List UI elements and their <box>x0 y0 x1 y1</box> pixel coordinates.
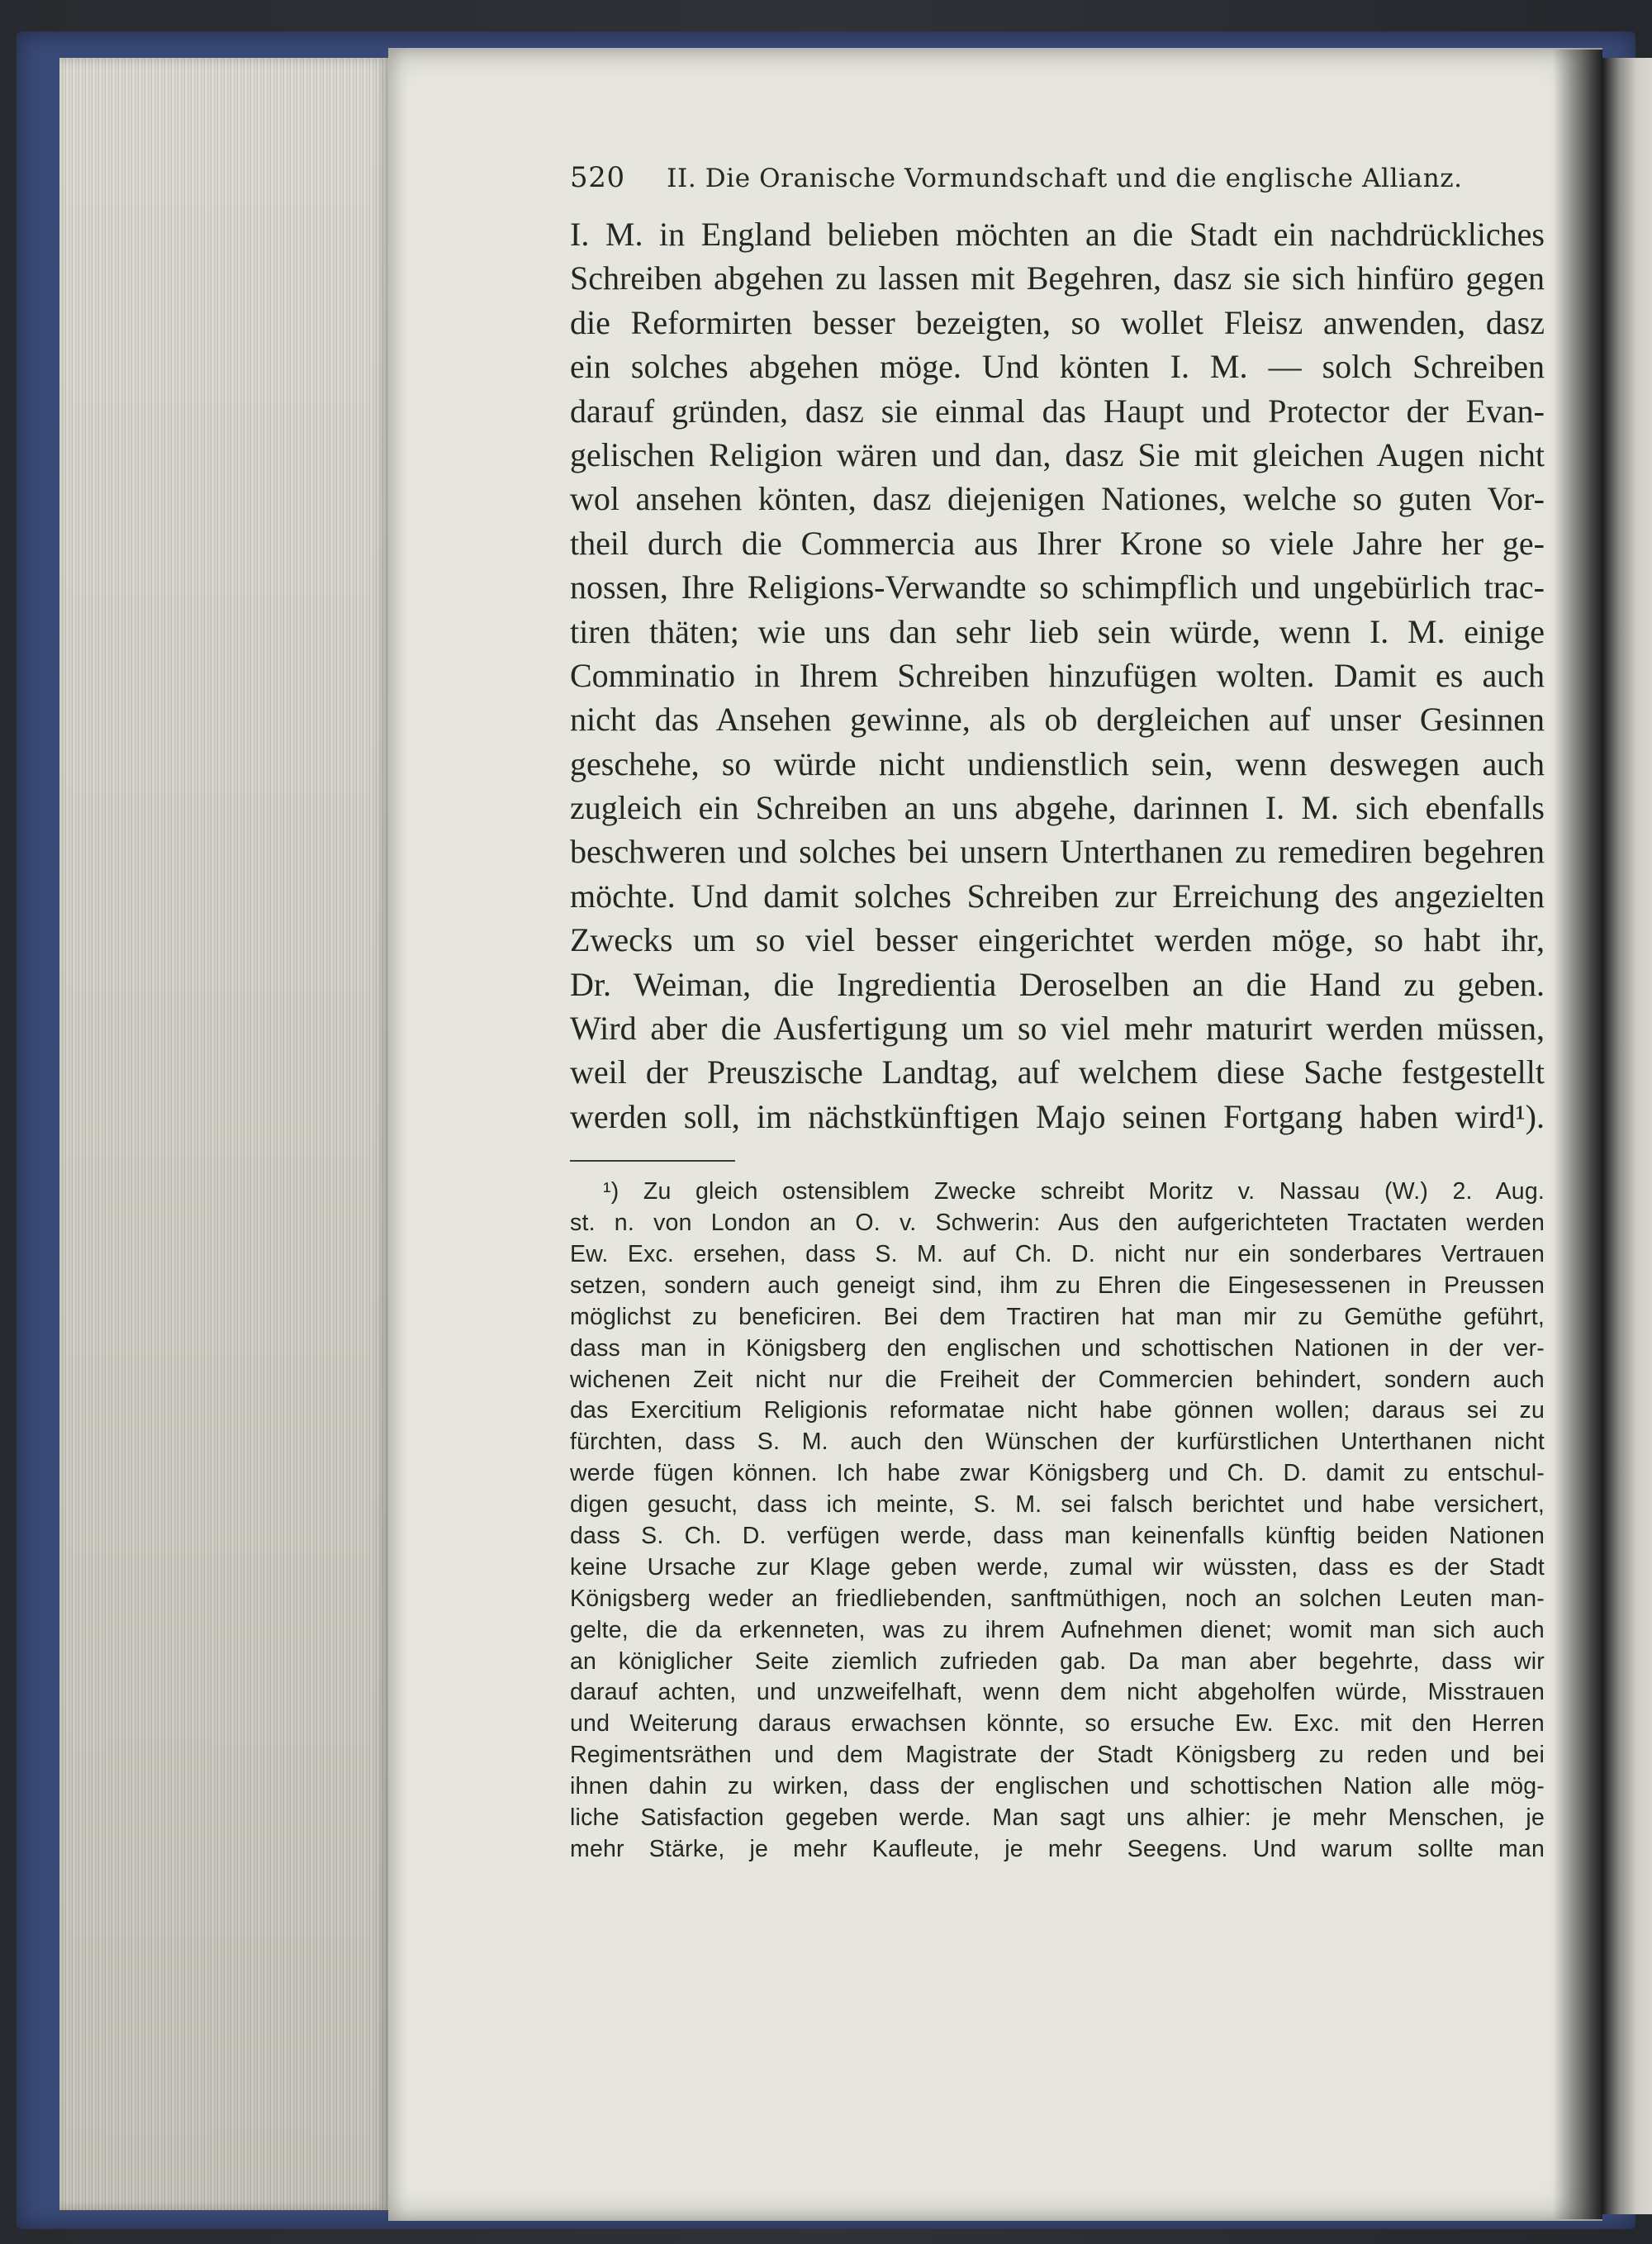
main-text-line: nicht das Ansehen gewinne, als ob dergleichen auf unser Gesinnen <box>570 701 1545 739</box>
footnote-line: das Exercitium Religionis reformatae nicht habe gönnen wollen; daraus sei zu <box>570 1397 1545 1424</box>
footnote <box>570 1177 1545 1866</box>
main-text-line: zugleich ein Schreiben an uns abgehe, darinnen I. M. sich ebenfalls <box>570 789 1545 827</box>
main-text-line: die Reformirten besser bezeigten, so wollet Fleisz anwenden, dasz <box>570 303 1545 341</box>
running-title: II. Die Oranische Vormundschaft und die englische Allianz. <box>667 164 1463 193</box>
footnote-rule <box>570 1160 735 1162</box>
footnote-line: an königlicher Seite ziemlich zufrieden gab. Da man aber begehrte, dass wir <box>570 1647 1545 1675</box>
main-text-line: gelischen Religion wären und dan, dasz Sie mit gleichen Augen nicht <box>570 435 1545 473</box>
footnote-line: digen gesucht, dass ich meinte, S. M. sei falsch berichtet und habe versichert, <box>570 1491 1545 1519</box>
main-text-line: I. M. in England belieben möchten an die Stadt ein nachdrückliches <box>570 216 1545 253</box>
footnote-line: Ew. Exc. ersehen, dass S. M. auf Ch. D. nicht nur ein sonderbares Vertrauen <box>570 1240 1545 1267</box>
footnote-line: möglichst zu beneficiren. Bei dem Tractiren hat man mir zu Gemüthe geführt, <box>570 1303 1545 1330</box>
footnote-line: darauf achten, und unzweifelhaft, wenn dem nicht abgeholfen würde, Misstrauen <box>570 1679 1545 1706</box>
facing-page-edge <box>1602 58 1652 2214</box>
main-text-line: Wird aber die Ausfertigung um so viel mehr maturirt werden müssen, <box>570 1010 1545 1048</box>
footnote-line: setzen, sondern auch geneigt sind, ihm zu Ehren die Eingesessenen in Preussen <box>570 1272 1545 1299</box>
page-block-edges <box>59 58 388 2210</box>
main-text-line: beschweren und solches bei unsern Unterthanen zu remediren begehren <box>570 833 1545 871</box>
footnote-line: Königsberg weder an friedliebenden, sanftmüthigen, noch an solchen Leuten man- <box>570 1585 1545 1612</box>
main-text-line: Dr. Weiman, die Ingredientia Deroselben an die Hand zu geben. <box>570 965 1545 1003</box>
footnote-line: st. n. von London an O. v. Schwerin: Aus den aufgerichteten Tractaten werden <box>570 1210 1545 1237</box>
main-text-line: wol ansehen könten, dasz diejenigen Nationes, welche so guten Vor- <box>570 480 1545 518</box>
footnote-line: ¹) Zu gleich ostensiblem Zwecke schreibt Moritz v. Nassau (W.) 2. Aug. <box>603 1178 1545 1205</box>
footnote-line: wichenen Zeit nicht nur die Freiheit der Commercien behindert, sondern auch <box>570 1366 1545 1393</box>
main-text-line: tiren thäten; wie uns dan sehr lieb sein würde, wenn I. M. einige <box>570 612 1545 650</box>
page-gutter <box>1553 50 1602 2219</box>
main-text-line: darauf gründen, dasz sie einmal das Haupt und Protector der Evan- <box>570 392 1545 430</box>
footnote-line: mehr Stärke, je mehr Kaufleute, je mehr Seegens. Und warum sollte man <box>570 1835 1545 1862</box>
main-text <box>570 212 1545 1139</box>
footnote-line: gelte, die da erkenneten, was zu ihrem Aufnehmen dienet; womit man sich auch <box>570 1616 1545 1643</box>
footnote-line: fürchten, dass S. M. auch den Wünschen der kurfürstlichen Unterthanen nicht <box>570 1429 1545 1456</box>
page-number: 520 <box>570 161 625 194</box>
footnote-line: und Weiterung daraus erwachsen könnte, so ersuche Ew. Exc. mit den Herren <box>570 1710 1545 1738</box>
main-text-line: Comminatio in Ihrem Schreiben hinzufügen wolten. Damit es auch <box>570 656 1545 694</box>
footnote-line: liche Satisfaction gegeben werde. Man sagt uns alhier: je mehr Menschen, je <box>570 1804 1545 1832</box>
footnote-line: dass man in Königsberg den englischen und schottischen Nationen in der ver- <box>570 1334 1545 1362</box>
running-head <box>570 153 1545 202</box>
main-text-line: nossen, Ihre Religions-Verwandte so schimpflich und ungebürlich trac- <box>570 568 1545 606</box>
footnote-line: Regimentsräthen und dem Magistrate der Stadt Königsberg zu reden und bei <box>570 1742 1545 1769</box>
main-text-line: geschehe, so würde nicht undienstlich sein, wenn deswegen auch <box>570 744 1545 782</box>
main-text-line: theil durch die Commercia aus Ihrer Krone so viele Jahre her ge- <box>570 524 1545 562</box>
main-text-line: werden soll, im nächstkünftigen Majo seinen Fortgang haben wird¹). <box>570 1097 1545 1135</box>
main-text-line: weil der Preuszische Landtag, auf welchem diese Sache festgestellt <box>570 1053 1545 1091</box>
main-text-line: Zwecks um so viel besser eingerichtet werden möge, so habt ihr, <box>570 921 1545 959</box>
footnote-line: keine Ursache zur Klage geben werde, zumal wir wüssten, dass es der Stadt <box>570 1553 1545 1581</box>
main-text-line: möchte. Und damit solches Schreiben zur Erreichung des angezielten <box>570 877 1545 915</box>
footnote-line: ihnen dahin zu wirken, dass der englischen und schottischen Nation alle mög- <box>570 1773 1545 1800</box>
footnote-line: werde fügen können. Ich habe zwar Königsberg und Ch. D. damit zu entschul- <box>570 1460 1545 1487</box>
main-text-line: ein solches abgehen möge. Und könten I. M. — solch Schreiben <box>570 348 1545 386</box>
footnote-line: dass S. Ch. D. verfügen werde, dass man keinenfalls künftig beiden Nationen <box>570 1523 1545 1549</box>
main-text-line: Schreiben abgehen zu lassen mit Begehren, dasz sie sich hinfüro gegen <box>570 259 1545 297</box>
page-text-area <box>570 153 1545 1866</box>
